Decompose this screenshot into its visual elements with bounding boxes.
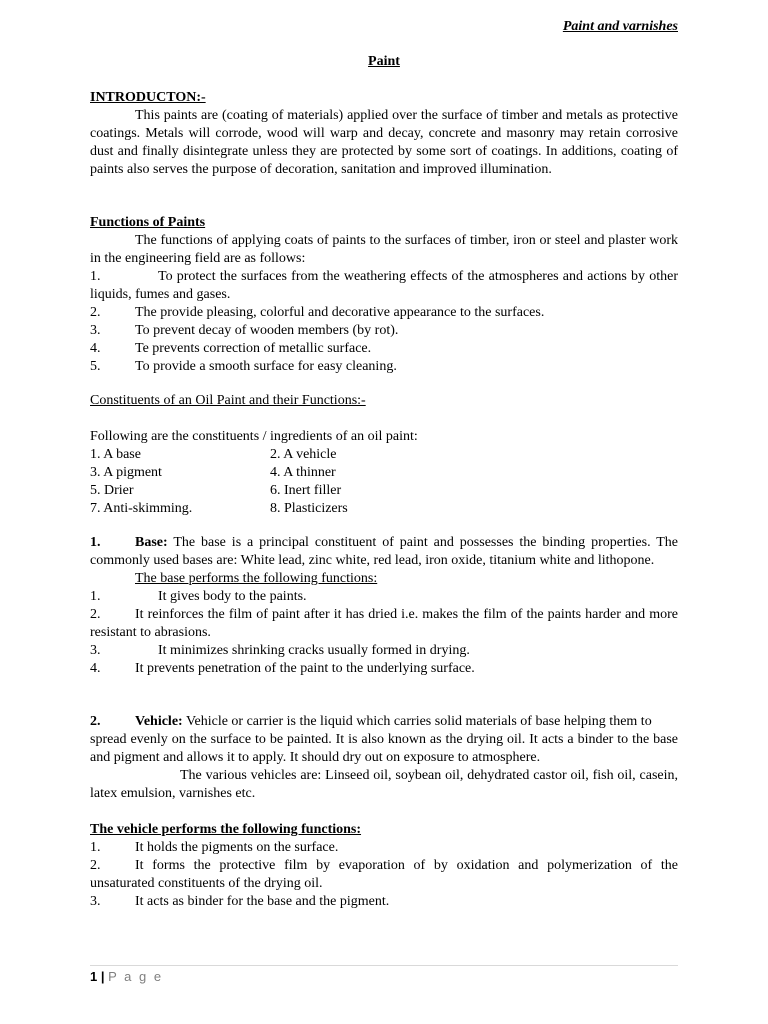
list-text: Te prevents correction of metallic surface. xyxy=(135,341,372,356)
list-number: 5. xyxy=(90,359,101,374)
base-text: The base is a principal constituent of paint and possesses the binding properties. The commonly used bases are: White lead, zinc white, red lead, iron oxide, titanium white and lithopone. xyxy=(90,535,678,568)
base-label: Base: xyxy=(135,535,168,550)
functions-section xyxy=(90,214,678,376)
constituent-item: 7. Anti-skimming. xyxy=(90,501,193,516)
constituents-intro: Following are the constituents / ingredients of an oil paint: xyxy=(90,429,418,444)
list-text: To prevent decay of wooden members (by rot). xyxy=(135,323,399,338)
list-number: 2. xyxy=(90,607,101,622)
constituents-section xyxy=(90,392,678,518)
functions-item-2 xyxy=(90,304,678,322)
list-text: It holds the pigments on the surface. xyxy=(135,840,339,855)
list-text: It reinforces the film of paint after it has dried i.e. makes the film of the paints harder and more resistant to abrasions. xyxy=(90,607,678,640)
list-text: To provide a smooth surface for easy cleaning. xyxy=(135,359,397,374)
list-number: 3. xyxy=(90,643,101,658)
vehicle-number: 2. xyxy=(90,714,101,729)
vehicle-functions-heading: The vehicle performs the following functions: xyxy=(90,822,362,837)
vehicle-paragraph-3: The various vehicles are: Linseed oil, soybean oil, dehydrated castor oil, fish oil, casein, latex emulsion, varnishes etc. xyxy=(90,768,678,801)
list-text: It forms the protective film by evaporation of by oxidation and polymerization of the unsaturated constituents of the drying oil. xyxy=(90,858,678,891)
functions-item-5 xyxy=(90,358,678,376)
base-functions-heading: The base performs the following functions: xyxy=(135,571,378,586)
constituent-item: 5. Drier xyxy=(90,483,134,498)
list-number: 2. xyxy=(90,305,101,320)
functions-item-3 xyxy=(90,322,678,340)
list-number: 3. xyxy=(90,323,101,338)
running-header: Paint and varnishes xyxy=(562,19,678,34)
list-text: It minimizes shrinking cracks usually formed in drying. xyxy=(158,643,470,658)
footer-divider xyxy=(90,965,678,966)
constituents-heading: Constituents of an Oil Paint and their Functions:- xyxy=(90,393,366,408)
vehicle-label: Vehicle: xyxy=(135,714,183,729)
base-function-item xyxy=(90,606,678,642)
page-title: Paint xyxy=(368,54,400,69)
base-function-item xyxy=(90,642,678,660)
base-section xyxy=(90,534,678,678)
base-paragraph xyxy=(90,534,678,570)
page-footer xyxy=(90,968,163,986)
vehicle-function-item xyxy=(90,857,678,893)
list-text: It prevents penetration of the paint to the underlying surface. xyxy=(135,661,475,676)
list-number: 3. xyxy=(90,894,101,909)
page-separator: | xyxy=(100,969,105,984)
list-number: 1. xyxy=(90,589,101,604)
intro-section xyxy=(90,89,678,179)
constituent-item: 4. A thinner xyxy=(270,465,336,480)
constituent-item: 6. Inert filler xyxy=(270,483,342,498)
list-text: To protect the surfaces from the weathering effects of the atmospheres and actions by other liquids, fumes and gases. xyxy=(90,269,678,302)
functions-heading: Functions of Paints xyxy=(90,215,206,230)
list-text: It acts as binder for the base and the pigment. xyxy=(135,894,390,909)
base-number: 1. xyxy=(90,535,101,550)
constituents-row xyxy=(90,482,678,500)
constituent-item: 1. A base xyxy=(90,447,141,462)
constituent-item: 8. Plasticizers xyxy=(270,501,348,516)
list-text: It gives body to the paints. xyxy=(158,589,307,604)
intro-paragraph: This paints are (coating of materials) applied over the surface of timber and metals as protective coatings. Metals will corrode, wood will warp and decay, concrete and masonry may retain corrosive dust and finally disintegrate unless they are protected by some sort of coatings. In additions, coating of paints also serves the purpose of decoration, sanitation and improved illumination. xyxy=(90,108,678,177)
page-number: 1 xyxy=(90,969,98,984)
constituent-item: 3. A pigment xyxy=(90,465,162,480)
vehicle-function-item xyxy=(90,839,678,857)
vehicle-paragraph-1 xyxy=(90,713,678,731)
list-number: 4. xyxy=(90,341,101,356)
page-word: P a g e xyxy=(108,969,164,984)
vehicle-function-item xyxy=(90,893,678,911)
vehicle-paragraph-2: spread evenly on the surface to be painted. It is also known as the drying oil. It acts a binder to the base and pigment and allows it to apply. It should dry out on exposure to atmosphere. xyxy=(90,732,678,765)
functions-intro: The functions of applying coats of paints to the surfaces of timber, iron or steel and plaster work in the engineering field are as follows: xyxy=(90,233,678,266)
list-text: The provide pleasing, colorful and decorative appearance to the surfaces. xyxy=(135,305,545,320)
list-number: 1. xyxy=(90,840,101,855)
constituent-item: 2. A vehicle xyxy=(270,447,337,462)
constituents-row xyxy=(90,464,678,482)
intro-heading: INTRODUCTON:- xyxy=(90,90,206,105)
vehicle-section xyxy=(90,713,678,911)
constituents-row xyxy=(90,446,678,464)
constituents-row xyxy=(90,500,678,518)
list-number: 4. xyxy=(90,661,101,676)
base-function-item xyxy=(90,588,678,606)
base-function-item xyxy=(90,660,678,678)
list-number: 1. xyxy=(90,269,101,284)
list-number: 2. xyxy=(90,858,101,873)
functions-item-1 xyxy=(90,268,678,304)
functions-item-4 xyxy=(90,340,678,358)
vehicle-text: Vehicle or carrier is the liquid which carries solid materials of base helping them to xyxy=(185,714,652,729)
